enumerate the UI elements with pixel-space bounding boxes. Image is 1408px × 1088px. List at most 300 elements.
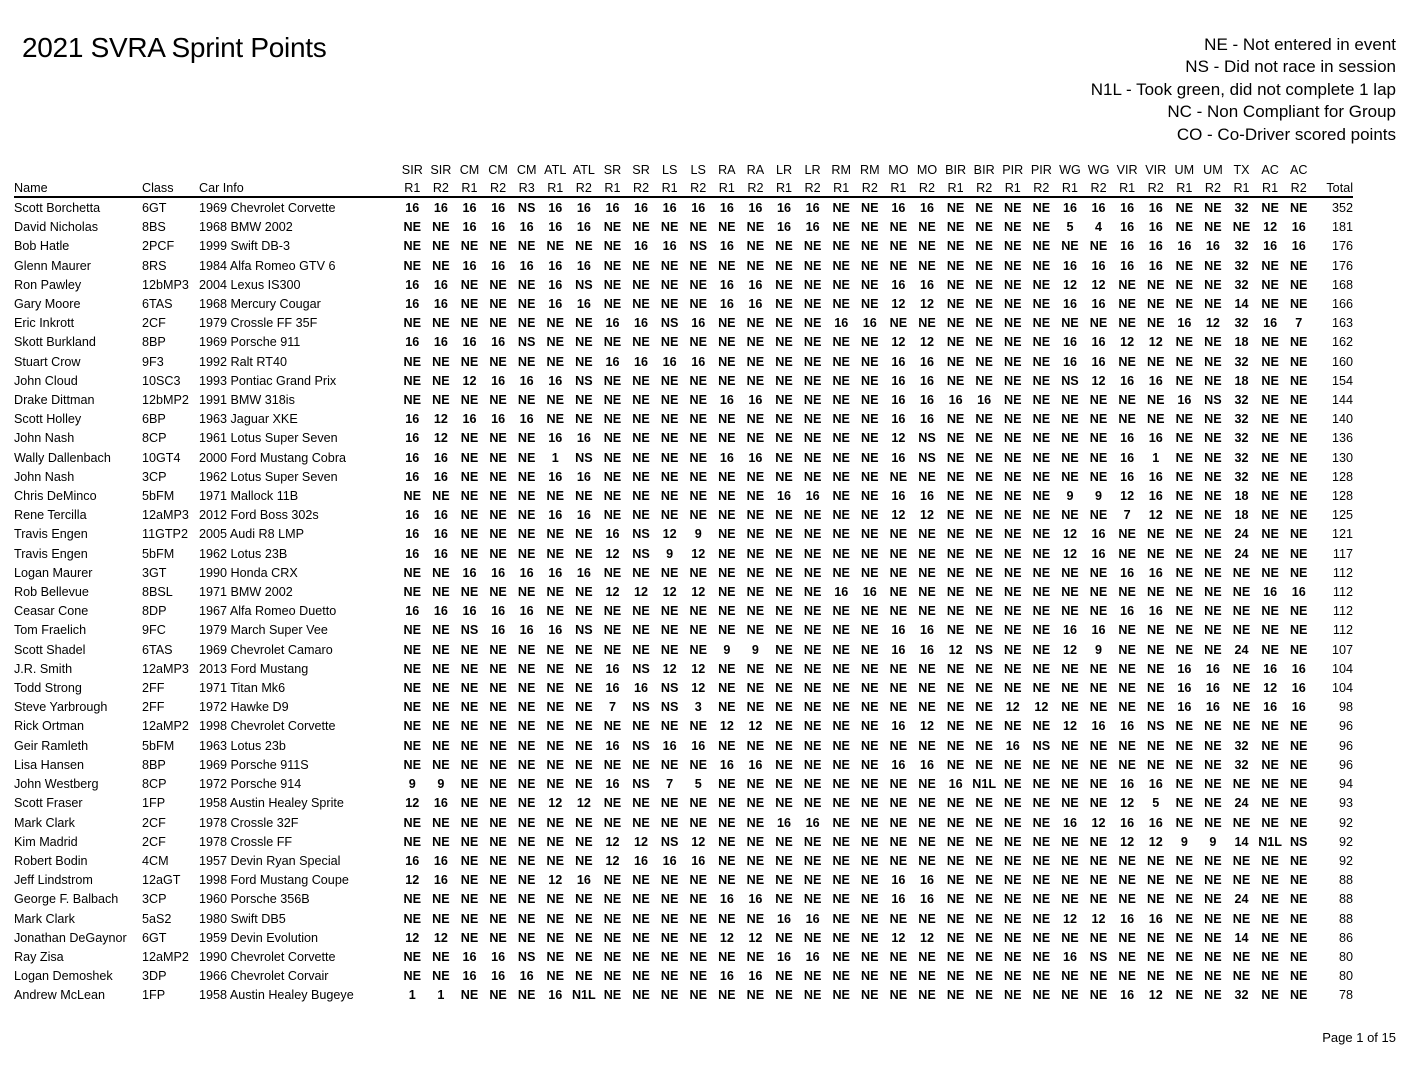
points-cell: 12: [891, 508, 906, 523]
points-cell: NE: [1175, 777, 1194, 792]
class-cell: 4CM: [142, 853, 169, 868]
driver-name-cell: David Nicholas: [14, 220, 98, 235]
points-cell: NE: [517, 757, 536, 772]
points-cell: 16: [691, 738, 706, 753]
points-cell: NE: [603, 969, 622, 984]
points-cell: NE: [1175, 354, 1194, 369]
points-cell: NE: [489, 853, 507, 868]
points-cell: NE: [718, 469, 736, 484]
points-cell: NE: [1004, 354, 1022, 369]
points-cell: NE: [1175, 873, 1194, 888]
points-cell: 16: [662, 354, 677, 369]
points-cell: NE: [832, 508, 850, 523]
points-cell: 16: [1291, 220, 1306, 235]
total-cell: 88: [1338, 911, 1353, 926]
driver-name-cell: Steve Yarbrough: [14, 700, 108, 715]
points-cell: NE: [432, 258, 450, 273]
points-cell: NE: [803, 565, 822, 580]
points-cell: NE: [403, 661, 422, 676]
points-cell: NE: [546, 777, 565, 792]
class-cell: 10GT4: [142, 450, 181, 465]
points-cell: NE: [889, 988, 908, 1003]
points-cell: 16: [491, 220, 506, 235]
points-cell: 16: [1177, 681, 1192, 696]
points-cell: NE: [1175, 949, 1194, 964]
points-cell: NE: [1004, 661, 1022, 676]
points-cell: NE: [803, 527, 822, 542]
points-cell: NE: [603, 757, 622, 772]
points-cell: NE: [546, 738, 565, 753]
points-cell: NE: [718, 585, 736, 600]
points-cell: NS: [689, 239, 707, 254]
points-cell: NE: [1004, 546, 1022, 561]
points-cell: NS: [632, 527, 650, 542]
points-cell: NE: [489, 777, 507, 792]
points-cell: NE: [775, 642, 793, 657]
points-cell: 16: [634, 239, 649, 254]
table-row: [14, 948, 1353, 967]
points-cell: NE: [632, 796, 650, 811]
column-header-race: R2: [798, 178, 827, 197]
points-cell: NE: [460, 489, 479, 504]
points-cell: NE: [1032, 431, 1051, 446]
column-header-event: MO: [888, 163, 909, 177]
points-cell: NE: [489, 393, 507, 408]
driver-name-cell: Rob Bellevue: [14, 585, 89, 600]
points-cell: NE: [1289, 642, 1308, 657]
points-cell: NE: [1289, 738, 1308, 753]
points-cell: NE: [1204, 911, 1222, 926]
points-cell: NE: [1004, 834, 1022, 849]
points-cell: NE: [1146, 393, 1165, 408]
points-cell: 16: [634, 201, 649, 215]
points-cell: NE: [689, 873, 707, 888]
points-cell: NE: [1175, 892, 1194, 907]
points-cell: NE: [460, 469, 479, 484]
points-cell: NE: [660, 508, 679, 523]
points-cell: NE: [832, 988, 850, 1003]
points-cell: NE: [746, 661, 765, 676]
points-cell: NE: [432, 681, 450, 696]
points-cell: 16: [805, 911, 820, 926]
points-cell: 18: [1234, 335, 1249, 350]
points-cell: NE: [1232, 719, 1251, 734]
points-cell: 24: [1234, 642, 1249, 657]
points-cell: NE: [517, 508, 536, 523]
points-cell: NE: [1175, 757, 1194, 772]
points-cell: NE: [689, 565, 707, 580]
points-cell: NE: [1089, 834, 1108, 849]
points-cell: NE: [1089, 757, 1108, 772]
points-cell: NE: [546, 930, 565, 945]
points-cell: 16: [1120, 911, 1135, 926]
points-cell: NE: [803, 681, 822, 696]
points-cell: NE: [1004, 642, 1022, 657]
points-cell: NE: [1004, 412, 1022, 427]
points-cell: NE: [1289, 469, 1308, 484]
points-cell: NE: [1089, 508, 1108, 523]
driver-name-cell: Logan Maurer: [14, 565, 93, 580]
points-cell: 16: [433, 546, 448, 561]
points-cell: NE: [1032, 815, 1051, 830]
driver-name-cell: Tom Fraelich: [14, 623, 87, 638]
points-cell: NE: [603, 277, 622, 292]
points-cell: NE: [1175, 815, 1194, 830]
class-cell: 2CF: [142, 834, 166, 849]
points-cell: 16: [548, 431, 563, 446]
points-cell: NE: [1061, 892, 1079, 907]
points-cell: NE: [718, 220, 736, 235]
class-cell: 8BP: [142, 757, 166, 772]
points-cell: NE: [832, 489, 850, 504]
points-cell: NE: [946, 239, 965, 254]
points-cell: NE: [603, 489, 622, 504]
points-cell: NE: [1089, 738, 1108, 753]
points-cell: NE: [517, 700, 536, 715]
points-cell: NE: [832, 796, 850, 811]
points-cell: NE: [660, 949, 679, 964]
class-cell: 3GT: [142, 565, 167, 580]
points-cell: NE: [832, 834, 850, 849]
points-cell: NE: [1261, 969, 1279, 984]
points-cell: 16: [548, 220, 563, 235]
class-cell: 10SC3: [142, 373, 181, 388]
points-cell: NE: [489, 508, 507, 523]
points-cell: NE: [889, 316, 908, 331]
points-cell: NS: [1061, 373, 1079, 388]
points-cell: 16: [1120, 815, 1135, 830]
points-cell: NE: [1289, 853, 1308, 868]
points-cell: NS: [575, 277, 593, 292]
column-header-race: R2: [913, 178, 942, 197]
total-cell: 92: [1338, 815, 1353, 830]
points-cell: NE: [460, 661, 479, 676]
points-cell: NE: [975, 565, 993, 580]
total-cell: 96: [1338, 719, 1353, 734]
points-cell: NE: [1032, 930, 1051, 945]
points-cell: 16: [891, 873, 906, 888]
points-cell: NE: [1204, 853, 1222, 868]
total-cell: 104: [1331, 661, 1353, 676]
table-row: [14, 545, 1353, 564]
points-cell: NE: [1004, 220, 1022, 235]
points-cell: NE: [975, 220, 993, 235]
points-cell: 12: [548, 796, 563, 811]
points-cell: NE: [1204, 258, 1222, 273]
points-cell: NE: [861, 719, 879, 734]
points-cell: NE: [775, 239, 793, 254]
points-cell: NE: [1118, 930, 1136, 945]
points-cell: 16: [891, 892, 906, 907]
points-cell: NE: [1118, 354, 1136, 369]
points-cell: NE: [1289, 201, 1308, 215]
points-cell: NE: [603, 239, 622, 254]
points-cell: NE: [832, 681, 850, 696]
class-cell: 8CP: [142, 431, 167, 446]
points-cell: NE: [746, 815, 765, 830]
points-cell: NE: [889, 777, 908, 792]
points-cell: 16: [919, 277, 934, 292]
points-cell: NE: [517, 873, 536, 888]
points-cell: NE: [1289, 988, 1308, 1003]
points-cell: NE: [946, 508, 965, 523]
points-cell: NE: [1032, 604, 1051, 619]
legend-item-co: CO - Co-Driver scored points: [1176, 124, 1396, 144]
points-cell: NE: [660, 873, 679, 888]
points-cell: NE: [1061, 239, 1079, 254]
points-cell: NE: [1232, 853, 1251, 868]
points-cell: NE: [517, 316, 536, 331]
points-cell: NE: [1261, 604, 1279, 619]
points-cell: NE: [718, 354, 736, 369]
column-header-class: Class: [142, 178, 199, 197]
table-row: [14, 353, 1353, 372]
points-cell: NE: [546, 316, 565, 331]
total-cell: 93: [1338, 796, 1353, 811]
points-cell: NE: [946, 469, 965, 484]
points-cell: NE: [660, 258, 679, 273]
points-cell: NE: [946, 815, 965, 830]
points-cell: NE: [803, 796, 822, 811]
class-cell: 12aMP2: [142, 719, 189, 734]
points-cell: NE: [803, 642, 822, 657]
points-cell: NE: [1032, 719, 1051, 734]
points-cell: NE: [603, 220, 622, 235]
points-cell: NE: [975, 508, 993, 523]
points-cell: NE: [689, 258, 707, 273]
page-number: Page 1 of 15: [1322, 1030, 1396, 1045]
points-cell: 16: [605, 777, 620, 792]
column-header-event: BIR: [945, 163, 967, 177]
points-cell: 16: [748, 450, 763, 465]
column-header-event: LS: [690, 163, 706, 177]
points-cell: 16: [462, 969, 477, 984]
car-info-cell: 2012 Ford Boss 302s: [199, 508, 319, 523]
points-cell: NE: [660, 431, 679, 446]
points-cell: NE: [517, 527, 536, 542]
points-cell: NE: [632, 892, 650, 907]
column-header-race: R1: [884, 178, 913, 197]
points-cell: NE: [861, 930, 879, 945]
points-cell: NE: [1146, 738, 1165, 753]
points-cell: 9: [723, 642, 731, 657]
points-cell: 16: [1120, 719, 1135, 734]
points-cell: NE: [975, 431, 993, 446]
points-cell: 32: [1234, 316, 1249, 331]
points-cell: NE: [775, 527, 793, 542]
table-row: [14, 890, 1353, 909]
points-cell: 16: [1148, 911, 1163, 926]
points-cell: NE: [1032, 335, 1051, 350]
points-cell: 24: [1234, 546, 1249, 561]
points-cell: 16: [834, 316, 849, 331]
points-cell: NE: [1232, 604, 1251, 619]
car-info-cell: 1971 Mallock 11B: [199, 489, 299, 504]
table-row: [14, 794, 1353, 813]
points-cell: NE: [632, 911, 650, 926]
car-info-cell: 1984 Alfa Romeo GTV 6: [199, 258, 336, 273]
class-cell: 9FC: [142, 623, 166, 638]
points-cell: NE: [689, 988, 707, 1003]
points-cell: NE: [946, 988, 965, 1003]
points-cell: 16: [1120, 988, 1135, 1003]
points-cell: 16: [1177, 700, 1192, 715]
points-cell: NE: [403, 949, 422, 964]
points-cell: 12: [1091, 911, 1106, 926]
points-cell: 16: [433, 297, 448, 312]
points-cell: NS: [918, 431, 936, 446]
points-cell: NE: [489, 277, 507, 292]
points-cell: NE: [775, 431, 793, 446]
points-cell: NE: [1061, 757, 1079, 772]
points-cell: 12: [891, 335, 906, 350]
car-info-cell: 1971 BMW 2002: [199, 585, 293, 600]
points-cell: NE: [1232, 220, 1251, 235]
points-cell: NE: [489, 834, 507, 849]
class-cell: 6BP: [142, 412, 166, 427]
points-cell: NE: [1204, 297, 1222, 312]
points-cell: 12: [748, 930, 763, 945]
points-cell: NE: [1175, 527, 1194, 542]
class-cell: 11GTP2: [142, 527, 188, 542]
car-info-cell: 1969 Chevrolet Camaro: [199, 642, 333, 657]
points-cell: 12: [1120, 335, 1135, 350]
class-cell: 8CP: [142, 777, 167, 792]
table-row: [14, 333, 1353, 352]
points-cell: NE: [432, 489, 450, 504]
column-header-event: TX: [1233, 163, 1250, 177]
points-cell: 16: [1263, 700, 1278, 715]
points-cell: NE: [603, 796, 622, 811]
column-header-event: RM: [860, 163, 880, 177]
points-cell: NE: [546, 412, 565, 427]
car-info-cell: 1969 Chevrolet Corvette: [199, 201, 336, 215]
column-header-race: R3: [512, 178, 541, 197]
points-cell: NE: [1289, 892, 1308, 907]
table-row: [14, 197, 1353, 218]
points-cell: NE: [1032, 661, 1051, 676]
points-cell: NE: [1061, 777, 1079, 792]
points-cell: 9: [437, 777, 445, 792]
points-cell: NE: [689, 815, 707, 830]
points-cell: NE: [689, 642, 707, 657]
points-cell: NE: [1089, 239, 1108, 254]
points-cell: NE: [775, 719, 793, 734]
car-info-cell: 1979 March Super Vee: [199, 623, 328, 638]
points-cell: NE: [1204, 642, 1222, 657]
points-cell: 18: [1234, 508, 1249, 523]
points-cell: 16: [548, 373, 563, 388]
points-cell: NE: [946, 930, 965, 945]
points-cell: NE: [603, 373, 622, 388]
points-cell: NE: [1204, 623, 1222, 638]
points-cell: NE: [689, 757, 707, 772]
points-cell: NE: [975, 796, 993, 811]
points-cell: NS: [660, 834, 679, 849]
points-cell: NE: [832, 354, 850, 369]
points-cell: NE: [517, 277, 536, 292]
points-cell: 16: [405, 412, 420, 427]
points-cell: NE: [946, 623, 965, 638]
driver-name-cell: Ron Pawley: [14, 277, 82, 292]
points-cell: 16: [634, 853, 649, 868]
points-cell: 16: [433, 604, 448, 619]
points-cell: NE: [803, 873, 822, 888]
points-cell: 12: [719, 930, 734, 945]
points-cell: 16: [1148, 201, 1163, 215]
points-cell: NE: [775, 412, 793, 427]
points-cell: 12: [1120, 834, 1135, 849]
points-cell: NE: [946, 489, 965, 504]
points-cell: 32: [1234, 201, 1249, 215]
points-cell: NE: [775, 335, 793, 350]
points-cell: NE: [460, 393, 479, 408]
points-cell: NE: [1289, 719, 1308, 734]
points-cell: NE: [432, 642, 450, 657]
points-cell: NE: [832, 969, 850, 984]
points-cell: NE: [775, 738, 793, 753]
car-info-cell: 2004 Lexus IS300: [199, 277, 301, 292]
points-cell: NE: [517, 988, 536, 1003]
points-cell: NE: [603, 393, 622, 408]
points-cell: NE: [460, 277, 479, 292]
points-cell: 16: [405, 469, 420, 484]
points-cell: NS: [660, 681, 679, 696]
points-cell: NE: [832, 297, 850, 312]
driver-name-cell: Jonathan DeGaynor: [14, 930, 127, 945]
points-cell: NE: [1204, 719, 1222, 734]
legend-item-nc: NC - Non Compliant for Group: [1167, 102, 1396, 122]
points-cell: NE: [432, 565, 450, 580]
table-row: [14, 641, 1353, 660]
points-cell: 16: [777, 911, 792, 926]
table-row: [14, 660, 1353, 679]
points-cell: NE: [632, 393, 650, 408]
points-cell: NS: [660, 316, 679, 331]
class-cell: 3CP: [142, 469, 167, 484]
points-cell: 32: [1234, 450, 1249, 465]
points-cell: 16: [691, 354, 706, 369]
points-cell: NE: [861, 489, 879, 504]
table-row: [14, 871, 1353, 890]
points-cell: NE: [832, 911, 850, 926]
points-cell: NE: [1061, 661, 1079, 676]
points-cell: 12: [1062, 277, 1077, 292]
points-cell: NE: [1089, 777, 1108, 792]
points-cell: NE: [1032, 373, 1051, 388]
points-cell: NE: [660, 642, 679, 657]
points-cell: NE: [689, 335, 707, 350]
points-cell: NE: [1146, 316, 1165, 331]
points-cell: NE: [1261, 642, 1279, 657]
points-cell: NE: [403, 373, 422, 388]
points-cell: NE: [660, 604, 679, 619]
points-cell: 16: [1120, 373, 1135, 388]
points-cell: NE: [1175, 412, 1194, 427]
points-cell: 16: [919, 757, 934, 772]
points-cell: 16: [1205, 681, 1220, 696]
points-cell: 16: [605, 354, 620, 369]
points-cell: NS: [460, 623, 479, 638]
points-cell: 16: [919, 623, 934, 638]
points-cell: 16: [548, 201, 563, 215]
table-row: [14, 372, 1353, 391]
points-cell: NE: [603, 412, 622, 427]
points-cell: NE: [1261, 412, 1279, 427]
table-row: [14, 756, 1353, 775]
column-header-event: VIR: [1145, 163, 1167, 177]
points-cell: NE: [946, 354, 965, 369]
